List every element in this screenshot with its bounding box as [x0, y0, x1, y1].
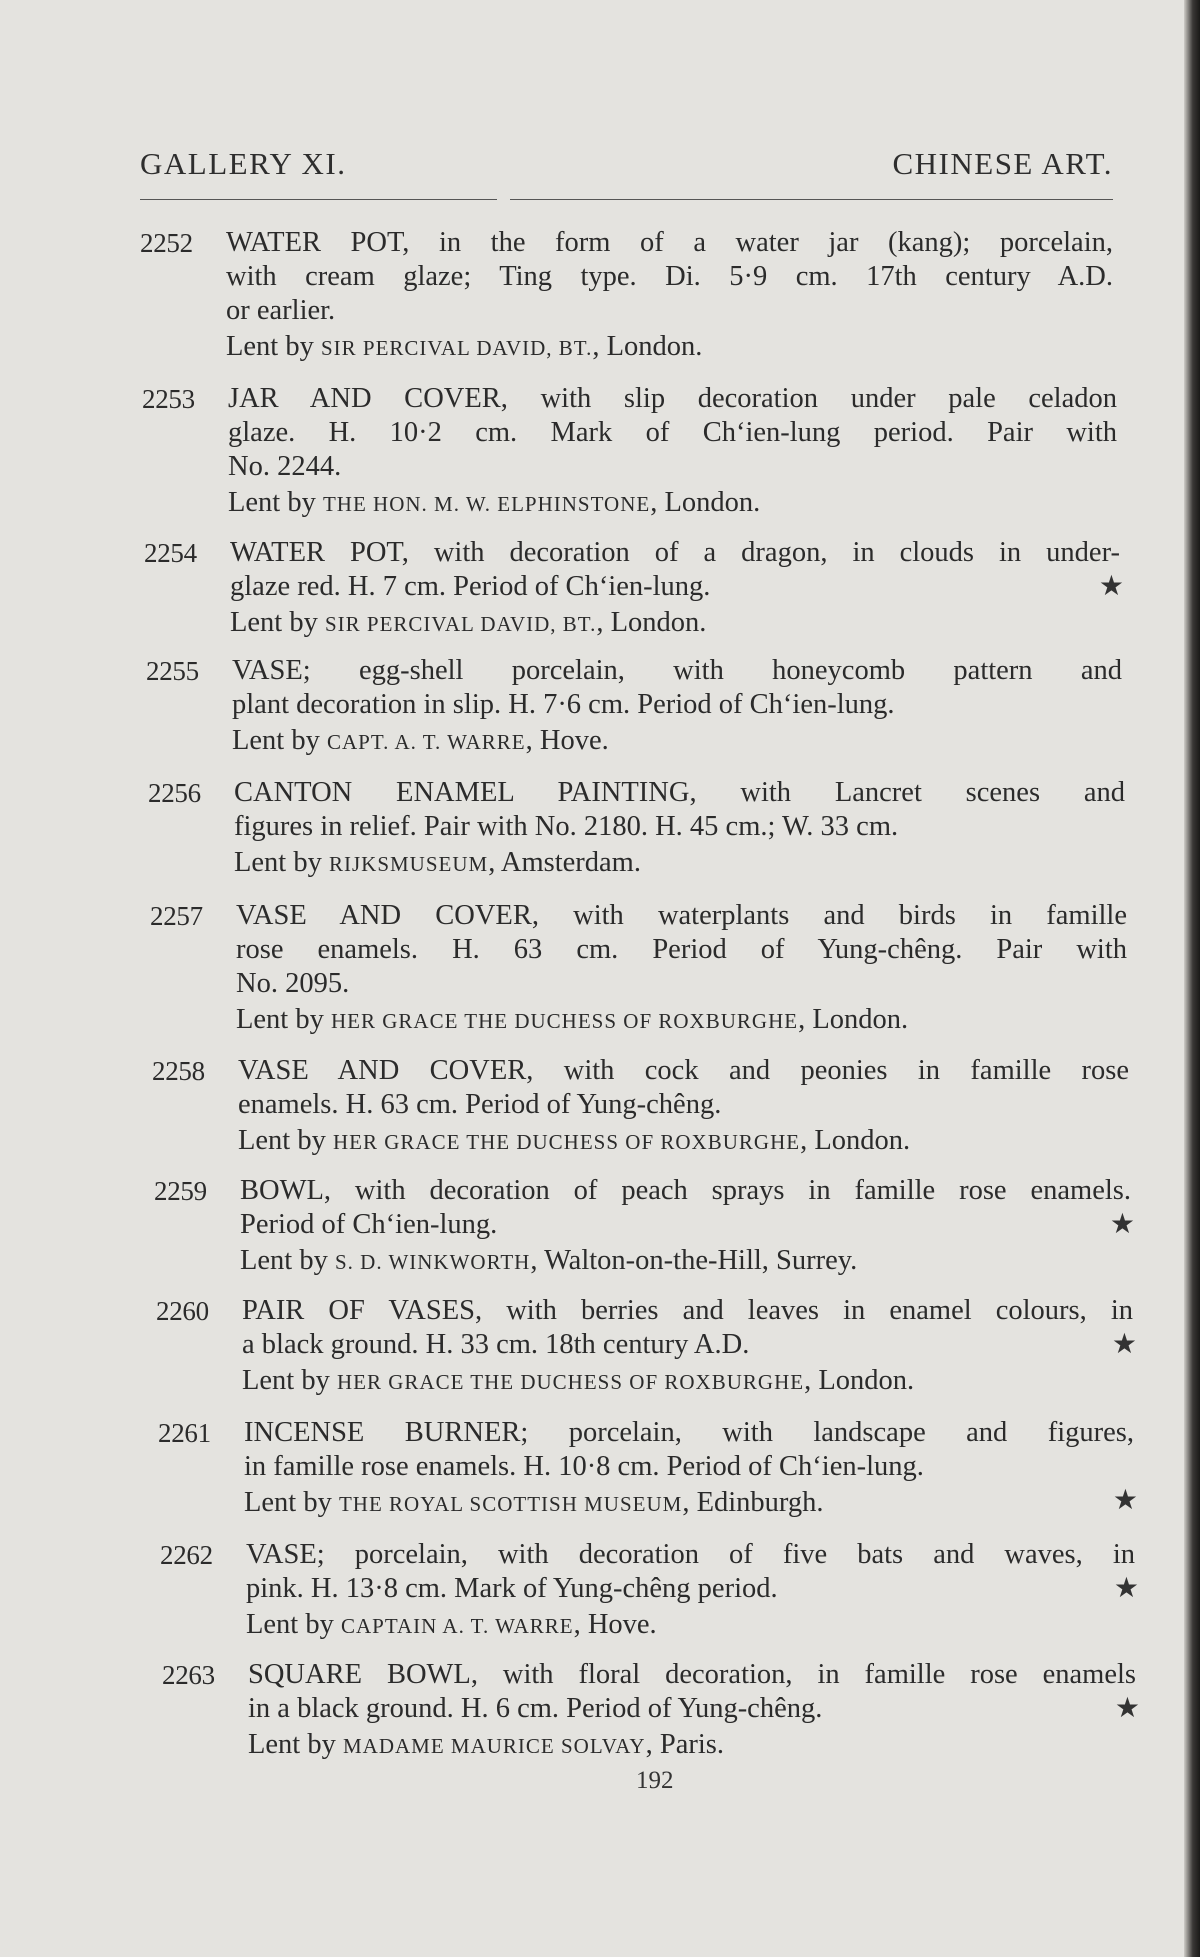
- lender-location: , Amsterdam.: [488, 847, 641, 878]
- lender-location: , London.: [800, 1125, 911, 1156]
- entry-description-line: figures in relief. Pair with No. 2180. H. 45 cm.; W. 33 cm.: [234, 811, 899, 842]
- entry-number: 2258: [152, 1056, 205, 1086]
- lender-location: , London.: [804, 1365, 915, 1396]
- entry-number: 2253: [142, 384, 195, 414]
- lender-name: MADAME MAURICE SOLVAY: [342, 1734, 646, 1758]
- gallery-heading: GALLERY XI.: [140, 146, 347, 181]
- entry-number: 2262: [160, 1540, 213, 1570]
- lent-by-label: Lent by: [228, 487, 316, 518]
- lender-line: [228, 486, 1117, 521]
- lent-by-label: Lent by: [246, 1609, 334, 1640]
- star-icon: ★: [1098, 571, 1124, 602]
- lender-line: [248, 1728, 1136, 1763]
- lender-name: HER GRACE THE DUCHESS OF ROXBURGHE: [332, 1130, 801, 1154]
- page-number: 192: [636, 1767, 674, 1794]
- catalogue-entry: [160, 1538, 1139, 1643]
- entry-description-line: SQUARE BOWL, with floral decoration, in famille rose enamels: [248, 1659, 1136, 1690]
- entry-description-line: with cream glaze; Ting type. Di. 5·9 cm. 17th century A.D.: [226, 261, 1113, 292]
- lender-location: , Hove.: [525, 725, 609, 756]
- lender-line: [236, 1003, 1127, 1038]
- section-heading: CHINESE ART.: [892, 146, 1113, 181]
- lender-name: RIJKSMUSEUM: [328, 852, 489, 876]
- entry-description-line: JAR AND COVER, with slip decoration under pale celadon: [228, 383, 1117, 414]
- lent-by-label: Lent by: [238, 1125, 326, 1156]
- entry-description-line: WATER POT, with decoration of a dragon, in clouds in under-: [230, 537, 1120, 568]
- header-rule-left: [140, 199, 497, 200]
- lender-name: S. D. WINKWORTH: [334, 1250, 531, 1274]
- lender-location: , London.: [596, 607, 707, 638]
- catalogue-entry: [158, 1416, 1138, 1521]
- lent-by-label: Lent by: [244, 1487, 332, 1518]
- star-icon: ★: [1109, 1209, 1135, 1240]
- lender-name: HER GRACE THE DUCHESS OF ROXBURGHE: [330, 1009, 799, 1033]
- entry-number: 2254: [144, 538, 197, 568]
- lent-by-label: Lent by: [230, 607, 318, 638]
- entry-number: 2257: [150, 901, 203, 931]
- entry-description-line: plant decoration in slip. H. 7·6 cm. Period of Ch‘ien-lung.: [232, 689, 895, 720]
- entry-description-line: No. 2244.: [228, 451, 342, 482]
- entry-description-line: PAIR OF VASES, with berries and leaves in enamel colours, in: [242, 1295, 1133, 1326]
- catalogue-entry: [148, 776, 1125, 881]
- lender-location: , London.: [592, 331, 703, 362]
- page-edge-shadow: [1184, 0, 1200, 1957]
- entry-description-line: Period of Ch‘ien-lung.: [240, 1209, 498, 1240]
- catalogue-entry: [152, 1054, 1129, 1159]
- lender-location: , London.: [650, 487, 761, 518]
- entry-description-line: VASE; egg-shell porcelain, with honeycomb pattern and: [232, 655, 1122, 686]
- lent-by-label: Lent by: [236, 1004, 324, 1035]
- lender-location: , Edinburgh.: [682, 1487, 824, 1518]
- lender-line: [232, 724, 1122, 759]
- entry-description-line: pink. H. 13·8 cm. Mark of Yung-chêng period.: [246, 1573, 778, 1604]
- catalogue-entry: [156, 1294, 1137, 1399]
- entry-number: 2256: [148, 778, 201, 808]
- lender-name: THE HON. M. W. ELPHINSTONE: [322, 492, 651, 516]
- entry-description-line: glaze. H. 10·2 cm. Mark of Ch‘ien-lung period. Pair with: [228, 417, 1117, 448]
- lent-by-label: Lent by: [234, 847, 322, 878]
- catalogue-entry: [146, 654, 1122, 759]
- catalogue-entry: [140, 226, 1113, 365]
- star-icon: ★: [1112, 1485, 1138, 1516]
- lender-line: [244, 1486, 1134, 1521]
- entry-description-line: WATER POT, in the form of a water jar (kang); porcelain,: [226, 227, 1113, 258]
- entry-number: 2261: [158, 1418, 211, 1448]
- entry-description-line: glaze red. H. 7 cm. Period of Ch‘ien-lung.: [230, 571, 711, 602]
- entry-description-line: in a black ground. H. 6 cm. Period of Yung-chêng.: [248, 1693, 823, 1724]
- lent-by-label: Lent by: [248, 1729, 336, 1760]
- lent-by-label: Lent by: [242, 1365, 330, 1396]
- lender-location: , Paris.: [645, 1729, 724, 1760]
- lender-name: THE ROYAL SCOTTISH MUSEUM: [338, 1492, 683, 1516]
- lender-name: SIR PERCIVAL DAVID, BT.: [324, 612, 597, 636]
- entry-description-line: No. 2095.: [236, 968, 350, 999]
- lent-by-label: Lent by: [232, 725, 320, 756]
- star-icon: ★: [1113, 1573, 1139, 1604]
- star-icon: ★: [1111, 1329, 1137, 1360]
- catalogue-entry: [154, 1174, 1135, 1279]
- entry-number: 2263: [162, 1660, 215, 1690]
- catalogue-entry: [144, 536, 1124, 641]
- lender-name: CAPTAIN A. T. WARRE: [340, 1614, 574, 1638]
- entry-description-line: CANTON ENAMEL PAINTING, with Lancret scenes and: [234, 777, 1125, 808]
- entry-description-line: enamels. H. 63 cm. Period of Yung-chêng.: [238, 1089, 722, 1120]
- entry-description-line: or earlier.: [226, 295, 336, 326]
- entry-description-line: VASE; porcelain, with decoration of five bats and waves, in: [246, 1539, 1135, 1570]
- lender-line: [238, 1124, 1129, 1159]
- catalogue-entry: [150, 899, 1127, 1038]
- entry-number: 2259: [154, 1176, 207, 1206]
- lender-line: [242, 1364, 1133, 1399]
- entry-description-line: INCENSE BURNER; porcelain, with landscape and figures,: [244, 1417, 1134, 1448]
- lender-line: [226, 330, 1113, 365]
- entry-description-line: BOWL, with decoration of peach sprays in famille rose enamels.: [240, 1175, 1131, 1206]
- lender-line: [240, 1244, 1131, 1279]
- star-icon: ★: [1114, 1693, 1140, 1724]
- lender-line: [230, 606, 1120, 641]
- entry-description-line: in famille rose enamels. H. 10·8 cm. Period of Ch‘ien-lung.: [244, 1451, 924, 1482]
- lender-line: [246, 1608, 1135, 1643]
- lender-line: [234, 846, 1125, 881]
- lender-location: , Walton-on-the-Hill, Surrey.: [530, 1245, 858, 1276]
- entry-description-line: VASE AND COVER, with cock and peonies in famille rose: [238, 1055, 1129, 1086]
- catalogue-entry: [162, 1658, 1140, 1763]
- lender-name: SIR PERCIVAL DAVID, BT.: [320, 336, 593, 360]
- lent-by-label: Lent by: [226, 331, 314, 362]
- entry-description-line: rose enamels. H. 63 cm. Period of Yung-chêng. Pair with: [236, 934, 1127, 965]
- entry-number: 2260: [156, 1296, 209, 1326]
- running-header: [140, 146, 1113, 186]
- entry-description-line: VASE AND COVER, with waterplants and birds in famille: [236, 900, 1127, 931]
- lender-location: , Hove.: [573, 1609, 657, 1640]
- lender-location: , London.: [798, 1004, 909, 1035]
- header-rule-right: [510, 199, 1113, 200]
- lender-name: CAPT. A. T. WARRE: [326, 730, 526, 754]
- entry-number: 2255: [146, 656, 199, 686]
- entry-number: 2252: [140, 228, 193, 258]
- catalogue-entry: [142, 382, 1117, 521]
- lender-name: HER GRACE THE DUCHESS OF ROXBURGHE: [336, 1370, 805, 1394]
- entry-description-line: a black ground. H. 33 cm. 18th century A.D.: [242, 1329, 750, 1360]
- lent-by-label: Lent by: [240, 1245, 328, 1276]
